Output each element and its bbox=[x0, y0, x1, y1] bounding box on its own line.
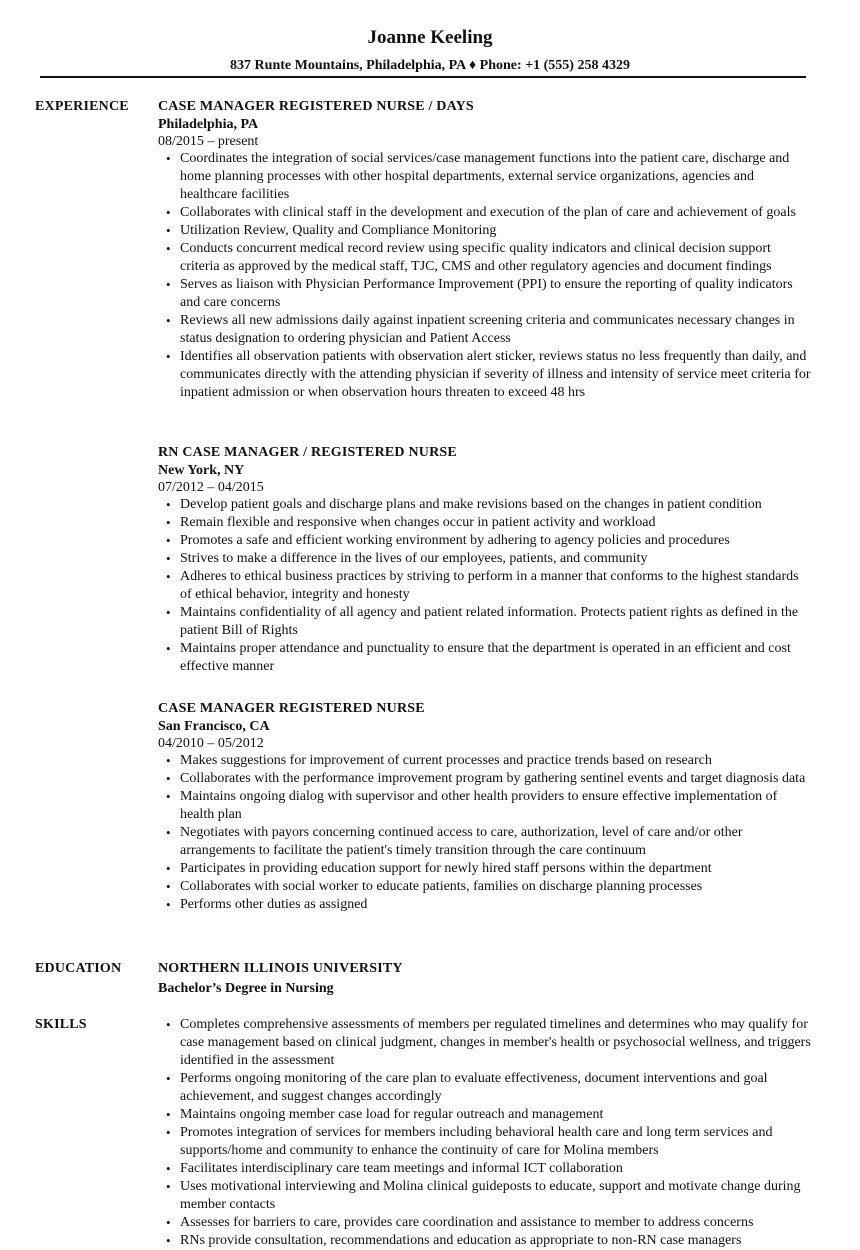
skill-item: • Uses motivational interviewing and Molina clinical guideposts to educate, support and motivate change during member contacts bbox=[158, 1178, 813, 1214]
skill-item: • Facilitates interdisciplinary care team meetings and informal ICT collaboration bbox=[158, 1160, 813, 1178]
duty-item: • Maintains confidentiality of all agency and patient related information. Protects patient rights as defined in the patient Bill of Rights bbox=[158, 604, 813, 640]
duty-item: • Performs other duties as assigned bbox=[158, 896, 813, 914]
duty-item: • Collaborates with clinical staff in the development and execution of the plan of care and achievement of goals bbox=[158, 204, 813, 222]
job-entry bbox=[158, 700, 813, 914]
skill-item: • Completes comprehensive assessments of members per regulated timelines and determines who may qualify for case management based on clinical judgment, changes in member's health or psychosocial wellness, and triggers identified in the assessment bbox=[158, 1016, 813, 1070]
job-location: San Francisco, CA bbox=[158, 719, 270, 734]
duty-item: • Makes suggestions for improvement of current processes and practice trends based on research bbox=[158, 752, 813, 770]
duty-item: • Strives to make a difference in the lives of our employees, patients, and community bbox=[158, 550, 813, 568]
duty-item: • Adheres to ethical business practices by striving to perform in a manner that conforms to the highest standards of ethical behavior, integrity and honesty bbox=[158, 568, 813, 604]
section-label-experience: EXPERIENCE bbox=[35, 99, 129, 114]
duty-item: • Maintains proper attendance and punctuality to ensure that the department is operated in an efficient and cost effective manner bbox=[158, 640, 813, 676]
job-title: RN CASE MANAGER / REGISTERED NURSE bbox=[158, 445, 457, 460]
job-duties-list bbox=[158, 496, 813, 676]
contact-line: 837 Runte Mountains, Philadelphia, PA ♦ Phone: +1 (555) 258 4329 bbox=[230, 58, 630, 73]
job-duties-list bbox=[158, 752, 813, 914]
candidate-name: Joanne Keeling bbox=[367, 27, 493, 48]
job-dates: 08/2015 – present bbox=[158, 134, 259, 149]
job-duties-list bbox=[158, 150, 813, 402]
duty-item: • Coordinates the integration of social services/case management functions into the patient care, discharge and home planning processes with other hospital departments, external service organizations, agencies and healthcare facilities bbox=[158, 150, 813, 204]
resume-header bbox=[0, 0, 860, 75]
skills-list bbox=[158, 1016, 813, 1250]
skill-item: • Maintains ongoing member case load for regular outreach and management bbox=[158, 1106, 813, 1124]
skill-item: • RNs provide consultation, recommendations and education as appropriate to non-RN case managers bbox=[158, 1232, 813, 1250]
job-entry bbox=[158, 444, 813, 676]
job-location: New York, NY bbox=[158, 463, 245, 478]
job-title: CASE MANAGER REGISTERED NURSE bbox=[158, 701, 425, 716]
duty-item: • Collaborates with social worker to educate patients, families on discharge planning processes bbox=[158, 878, 813, 896]
section-label-education: EDUCATION bbox=[35, 961, 122, 976]
job-location: Philadelphia, PA bbox=[158, 117, 259, 132]
skill-item: • Promotes integration of services for members including behavioral health care and long term services and supports/home and community to enhance the continuity of care for Molina members bbox=[158, 1124, 813, 1160]
duty-item: • Serves as liaison with Physician Performance Improvement (PPI) to ensure the reporting of quality indicators and care concerns bbox=[158, 276, 813, 312]
duty-item: • Promotes a safe and efficient working environment by adhering to agency policies and procedures bbox=[158, 532, 813, 550]
degree: Bachelor’s Degree in Nursing bbox=[158, 981, 334, 996]
duty-item: • Participates in providing education support for newly hired staff persons within the department bbox=[158, 860, 813, 878]
education-body bbox=[158, 960, 813, 998]
duty-item: • Remain flexible and responsive when changes occur in patient activity and workload bbox=[158, 514, 813, 532]
duty-item: • Develop patient goals and discharge plans and make revisions based on the changes in patient condition bbox=[158, 496, 813, 514]
section-label-skills: SKILLS bbox=[35, 1017, 87, 1032]
duty-item: • Collaborates with the performance improvement program by gathering sentinel events and target diagnosis data bbox=[158, 770, 813, 788]
duty-item: • Identifies all observation patients with observation alert sticker, reviews status no less frequently than daily, and communicates directly with the attending physician if severity of illness and intensity of service meet criteria for inpatient admission or when observation hours threaten to exceed 48 hrs bbox=[158, 348, 813, 402]
duty-item: • Conducts concurrent medical record review using specific quality indicators and clinical decision support criteria as approved by the medical staff, TJC, CMS and other regulatory agencies and document findings bbox=[158, 240, 813, 276]
job-entry bbox=[158, 98, 813, 402]
job-dates: 07/2012 – 04/2015 bbox=[158, 480, 264, 495]
job-dates: 04/2010 – 05/2012 bbox=[158, 736, 264, 751]
duty-item: • Negotiates with payors concerning continued access to care, authorization, level of care and/or other arrangements to facilitate the patient's timely transition through the care continuum bbox=[158, 824, 813, 860]
skill-item: • Assesses for barriers to care, provides care coordination and assistance to member to address concerns bbox=[158, 1214, 813, 1232]
duty-item: • Maintains ongoing dialog with supervisor and other health providers to ensure effective implementation of health plan bbox=[158, 788, 813, 824]
skill-item: • Performs ongoing monitoring of the care plan to evaluate effectiveness, document interventions and goal achievement, and suggest changes accordingly bbox=[158, 1070, 813, 1106]
duty-item: • Utilization Review, Quality and Compliance Monitoring bbox=[158, 222, 813, 240]
skills-body bbox=[158, 1016, 813, 1250]
duty-item: • Reviews all new admissions daily against inpatient screening criteria and communicates necessary changes in status designation to ordering physician and Patient Access bbox=[158, 312, 813, 348]
job-title: CASE MANAGER REGISTERED NURSE / DAYS bbox=[158, 99, 474, 114]
school-name: NORTHERN ILLINOIS UNIVERSITY bbox=[158, 961, 403, 976]
header-divider bbox=[40, 76, 806, 78]
